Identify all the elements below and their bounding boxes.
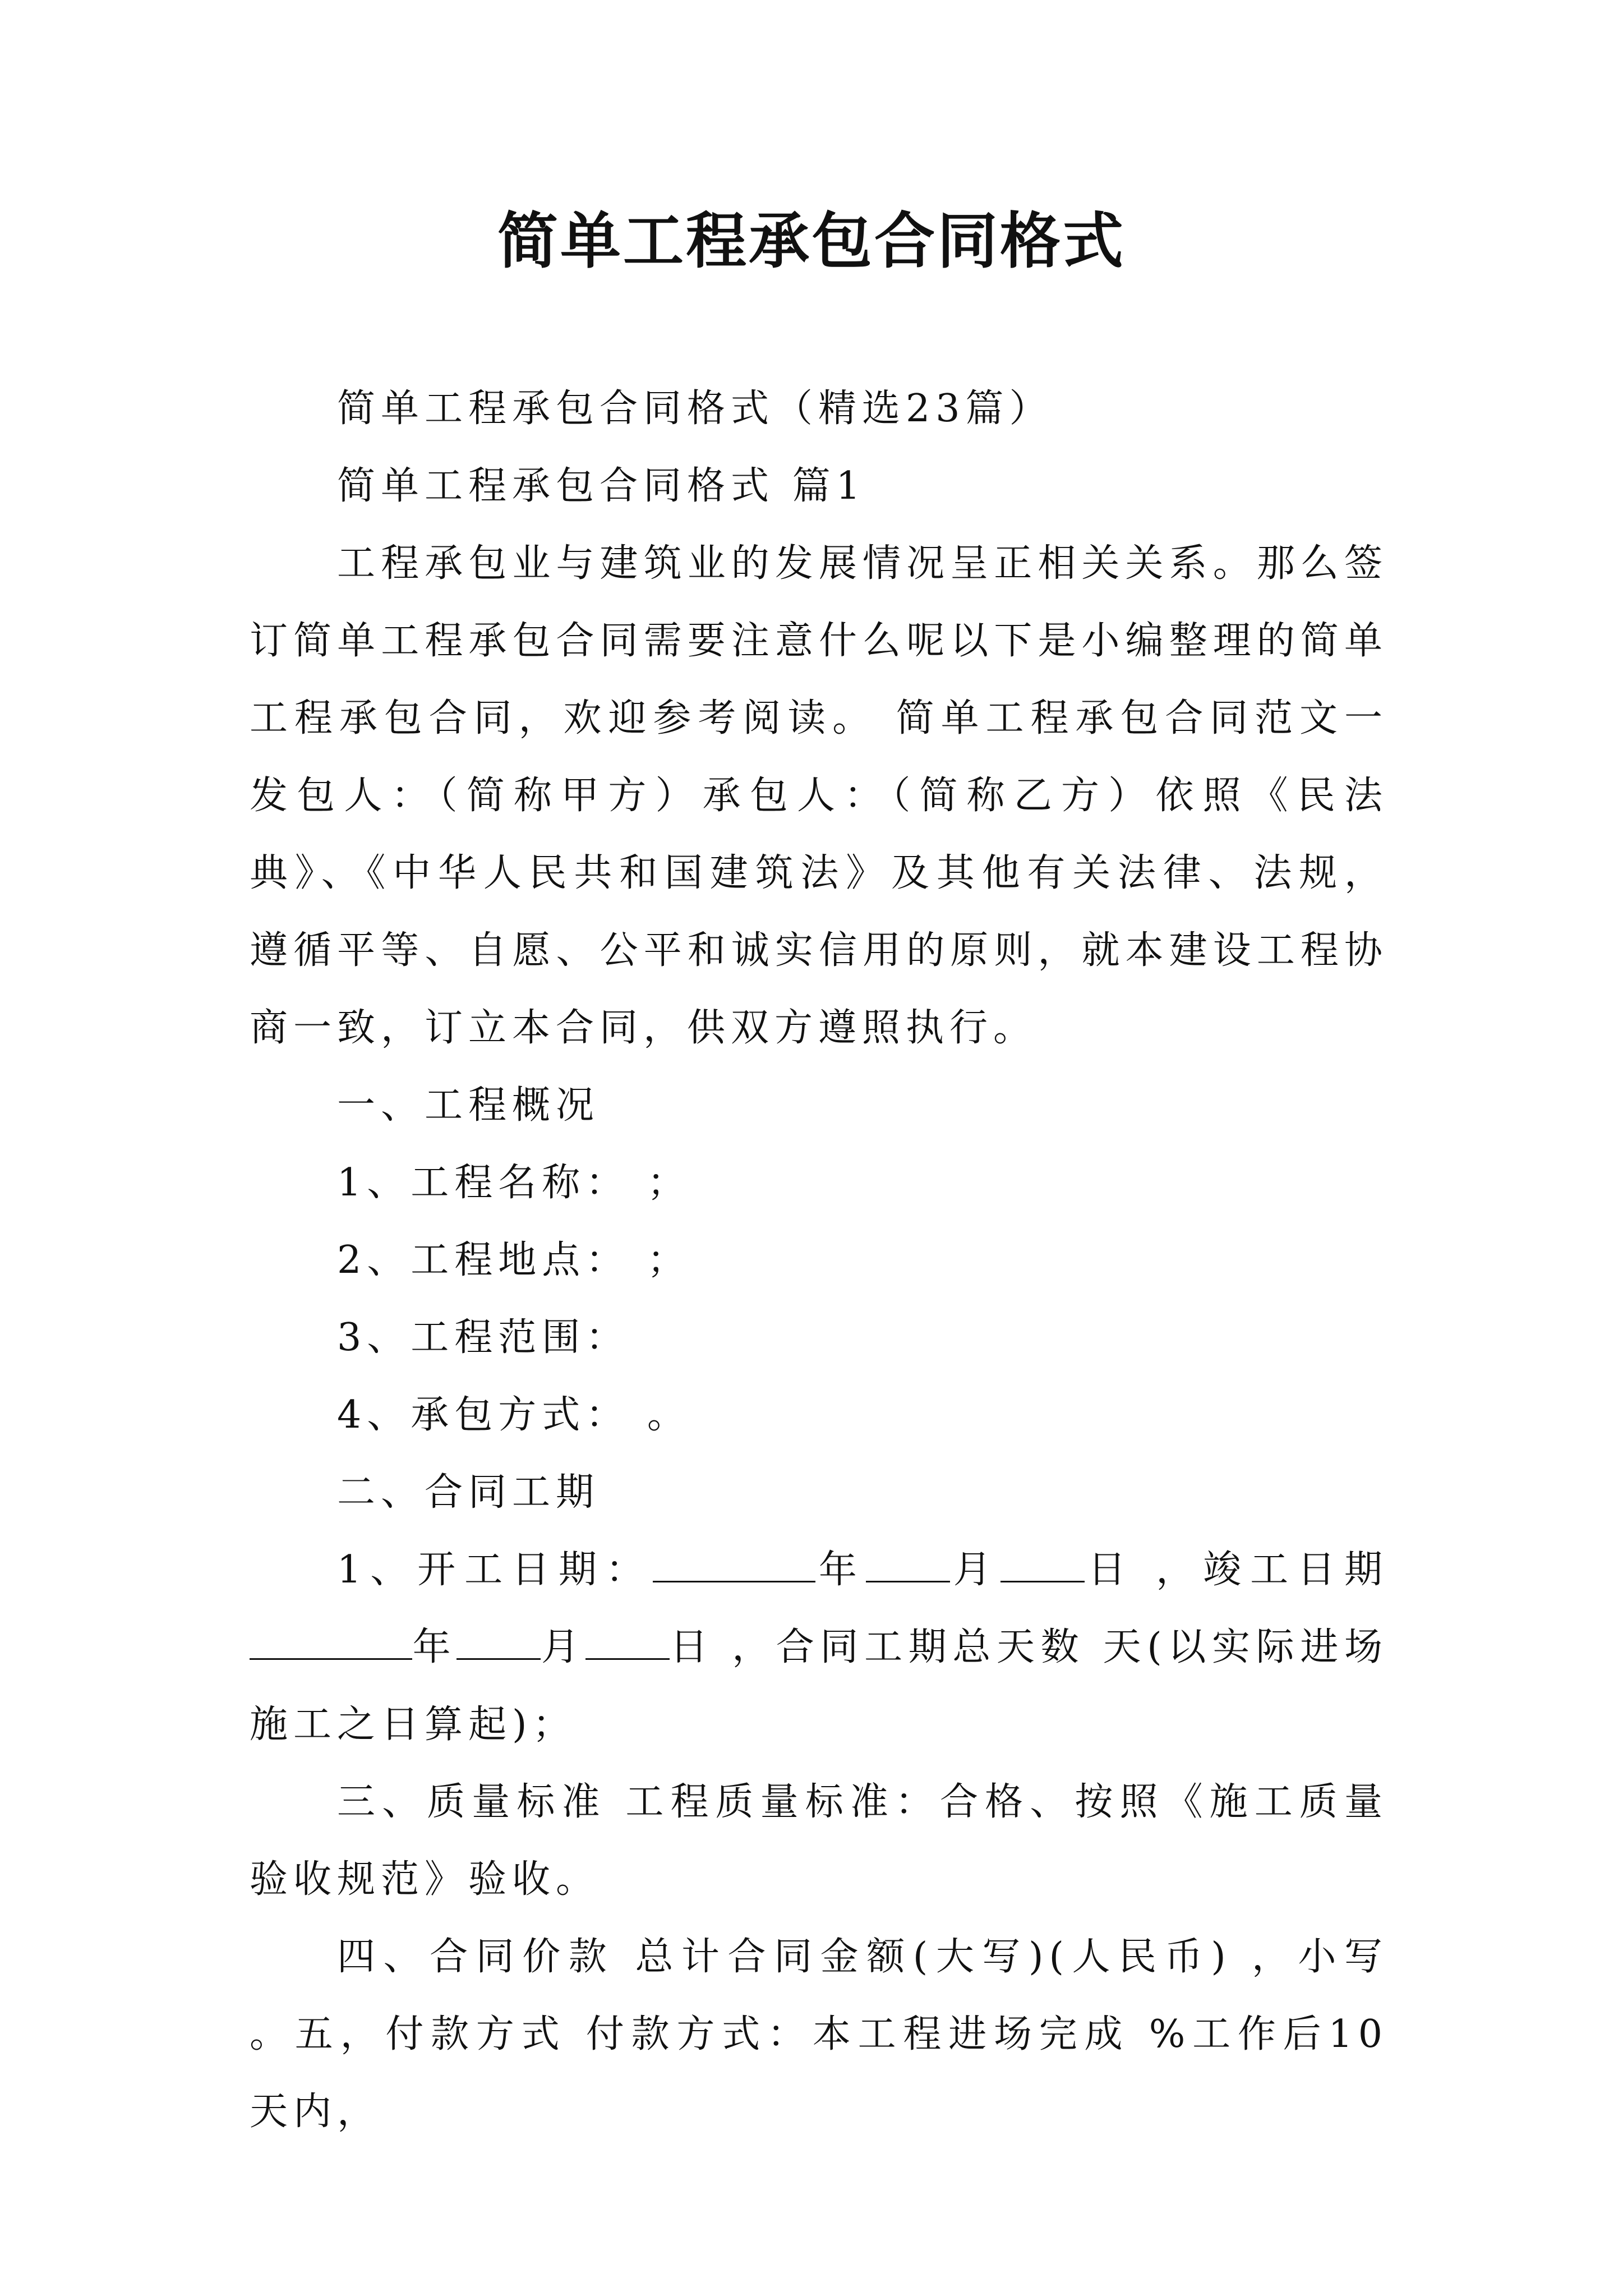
clause-heading-contract-period: 二、合同工期 [337,1470,600,1515]
start-year-blank [653,1547,815,1582]
start-date-label: 1、开工日期： [337,1548,653,1592]
intro-paragraph: 工程承包业与建筑业的发展情况呈正相关关系。那么签订简单工程承包合同需要注意什么呢以下是小编整理的简单工程承包合同，欢迎参考阅读。 简单工程承包合同范文一 发包人：（简称甲方）承包人：（简称乙方）依照《民法典》、《中华人民共和国建筑法》及其他有关法律、法规，遵循平等、自愿、公平和诚实信用的原则，就本建设工程协商一致，订立本合同，供双方遵照执行。 [250,541,1388,1050]
completion-year-blank [250,1625,412,1660]
completion-year-unit: 年 [412,1625,457,1669]
completion-month-blank [457,1625,541,1660]
clause-start-and-completion-dates [250,1531,1388,1764]
completion-date-label: 日 ，竣工日期 [1084,1548,1388,1592]
clause-heading-project-overview: 一、工程概况 [337,1083,600,1128]
section-heading-paragraph: 简单工程承包合同格式 篇1 [337,464,866,508]
start-month-unit: 月 [949,1548,1000,1592]
start-month-blank [866,1547,950,1582]
completion-day-blank [585,1625,670,1660]
clause-project-name: 1、工程名称： ； [337,1161,691,1205]
clause-contract-price-and-payment: 四、合同价款 总计合同金额(大写)(人民币) ，小写 。五，付款方式 付款方式：本工程进场完成 %工作后10天内， [250,1935,1388,2134]
start-day-blank [1000,1547,1085,1582]
contract-period-text: 日 ，合同工期总天数 天(以实际进场施工之日算起)； [250,1625,1388,1747]
clause-contract-method: 4、承包方式： 。 [337,1393,691,1437]
clause-quality-standard: 三、质量标准 工程质量标准：合格、按照《施工质量验收规范》验收。 [250,1780,1388,1902]
document-title: 简单工程承包合同格式 [497,206,1126,277]
clause-project-scope: 3、工程范围： [337,1315,630,1360]
subtitle-paragraph: 简单工程承包合同格式（精选23篇） [337,386,1053,431]
document-body [250,370,1388,2151]
clause-project-location: 2、工程地点： ； [337,1238,691,1282]
start-year-unit: 年 [815,1548,866,1592]
completion-month-unit: 月 [541,1625,585,1669]
